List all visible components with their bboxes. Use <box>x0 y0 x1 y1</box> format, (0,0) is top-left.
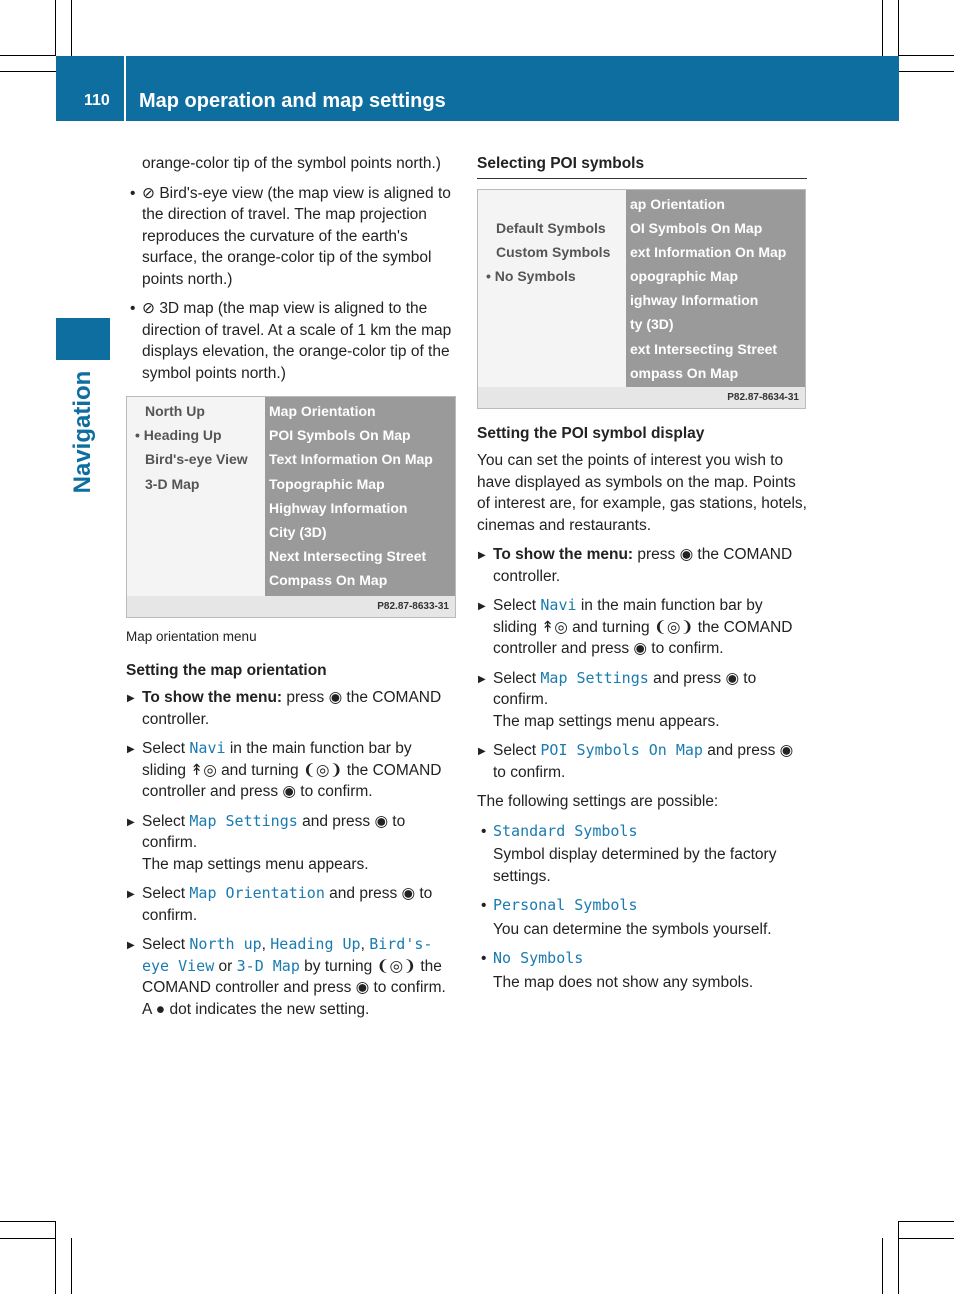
paragraph: You can set the points of interest you wish to have displayed as symbols on the map. Points of interest are, for example, gas stations, hotels, cinemas and restaurants. <box>477 452 807 534</box>
option-description: The map does not show any symbols. <box>493 973 754 991</box>
crop-mark <box>898 55 954 56</box>
compass-icon: ⊘ <box>142 300 155 317</box>
menu-item: Next Intersecting Street <box>269 548 427 565</box>
option-description: You can determine the symbols yourself. <box>493 920 772 938</box>
paragraph: orange-color tip of the symbol points north.) <box>142 155 441 172</box>
crop-mark <box>898 71 954 72</box>
crop-mark <box>71 0 72 56</box>
menu-item: Text Information On Map <box>269 451 433 468</box>
image-code: P82.87-8633-31 <box>127 596 455 617</box>
menu-item: ighway Information <box>630 292 759 309</box>
step: ▶ Select Map Settings and press ◉ to confirm. The map settings menu appears. <box>477 668 807 733</box>
crop-mark <box>0 55 56 56</box>
option-description: Symbol display determined by the factory settings. <box>493 846 777 885</box>
crop-mark <box>0 1238 56 1239</box>
menu-item: Compass On Map <box>269 572 388 589</box>
option-personal: • Personal Symbols <box>477 895 807 917</box>
menu-item: City (3D) <box>269 523 327 540</box>
menu-item: Bird's-eye View <box>145 451 248 468</box>
menu-item: opographic Map <box>630 268 739 285</box>
image-code: P82.87-8634-31 <box>478 387 805 408</box>
menu-item: North Up <box>145 403 205 419</box>
menu-item: OI Symbols On Map <box>630 219 763 236</box>
crop-mark <box>71 1238 72 1294</box>
figure-caption: Map orientation menu <box>126 629 257 644</box>
screenshot-poi-symbols <box>477 189 806 409</box>
menu-item: ompass On Map <box>630 364 739 381</box>
crop-mark <box>55 1221 56 1294</box>
menu-item: ap Orientation <box>630 195 725 212</box>
crop-mark <box>55 0 56 56</box>
option-standard: • Standard Symbols <box>477 821 807 843</box>
section-heading: Selecting POI symbols <box>477 153 807 179</box>
section-heading: Setting the map orientation <box>126 661 327 679</box>
step: ▶ To show the menu: press ◉ the COMAND controller. <box>126 687 456 730</box>
step: ▶ Select North up, Heading Up, Bird's-eye View or 3-D Map by turning ❨◎❩ the COMAND controller and press ◉ to confirm. A ● dot indicates the new setting. <box>126 934 456 1020</box>
menu-item: Topographic Map <box>269 475 385 492</box>
menu-left <box>478 190 626 387</box>
option-none: • No Symbols <box>477 948 807 970</box>
left-column <box>126 153 456 1028</box>
menu-item: 3-D Map <box>145 475 200 492</box>
menu-right <box>626 190 805 387</box>
page-number: 110 <box>84 92 110 109</box>
step: ▶ Select Navi in the main function bar by sliding ↟◎ and turning ❨◎❩ the COMAND controller and press ◉ to confirm. <box>126 738 456 803</box>
crop-mark <box>898 1221 954 1222</box>
section-heading: Setting the POI symbol display <box>477 424 705 442</box>
menu-item: • No Symbols <box>486 267 576 284</box>
menu-item: Map Orientation <box>269 403 376 419</box>
menu-item: ext Intersecting Street <box>630 340 778 357</box>
right-column <box>477 153 807 1001</box>
paragraph: The following settings are possible: <box>477 793 719 810</box>
crop-mark <box>882 1238 883 1294</box>
menu-item: • Heading Up <box>135 427 222 444</box>
step: ▶ To show the menu: press ◉ the COMAND controller. <box>477 544 807 587</box>
bullet-birdseye: • ⊘ Bird's-eye view (the map view is aligned to the direction of travel. The map projection reproduces the curvature of the earth's surface, the orange-color tip of the symbol points north.) <box>126 183 456 291</box>
page-title: Map operation and map settings <box>139 90 446 112</box>
step: ▶ Select Map Settings and press ◉ to confirm. The map settings menu appears. <box>126 811 456 876</box>
crop-mark <box>882 0 883 56</box>
menu-item: Highway Information <box>269 499 408 516</box>
crop-mark <box>898 1238 954 1239</box>
step: ▶ Select POI Symbols On Map and press ◉ to confirm. <box>477 740 807 783</box>
menu-item: Custom Symbols <box>496 243 611 260</box>
menu-item: Default Symbols <box>496 219 606 236</box>
menu-item: ty (3D) <box>630 316 674 333</box>
menu-right <box>265 397 455 596</box>
menu-item: ext Information On Map <box>630 243 787 260</box>
header-divider <box>124 56 126 121</box>
step: ▶ Select Map Orientation and press ◉ to confirm. <box>126 883 456 926</box>
crop-mark <box>898 0 899 56</box>
crop-mark <box>898 1221 899 1294</box>
compass-icon: ⊘ <box>142 184 155 202</box>
step: ▶ Select Navi in the main function bar by sliding ↟◎ and turning ❨◎❩ the COMAND controller and press ◉ to confirm. <box>477 595 807 660</box>
screenshot-map-orientation <box>126 396 456 618</box>
bullet-3d-map: • ⊘ 3D map (the map view is aligned to the direction of travel. At a scale of 1 km the map displays elevation, the orange-color tip of the symbol points north.) <box>126 298 456 384</box>
side-tab-marker <box>56 318 110 360</box>
side-tab-label: Navigation <box>69 370 96 494</box>
crop-mark <box>0 71 56 72</box>
crop-mark <box>0 1221 56 1222</box>
menu-left <box>127 397 265 596</box>
menu-item: POI Symbols On Map <box>269 427 411 444</box>
